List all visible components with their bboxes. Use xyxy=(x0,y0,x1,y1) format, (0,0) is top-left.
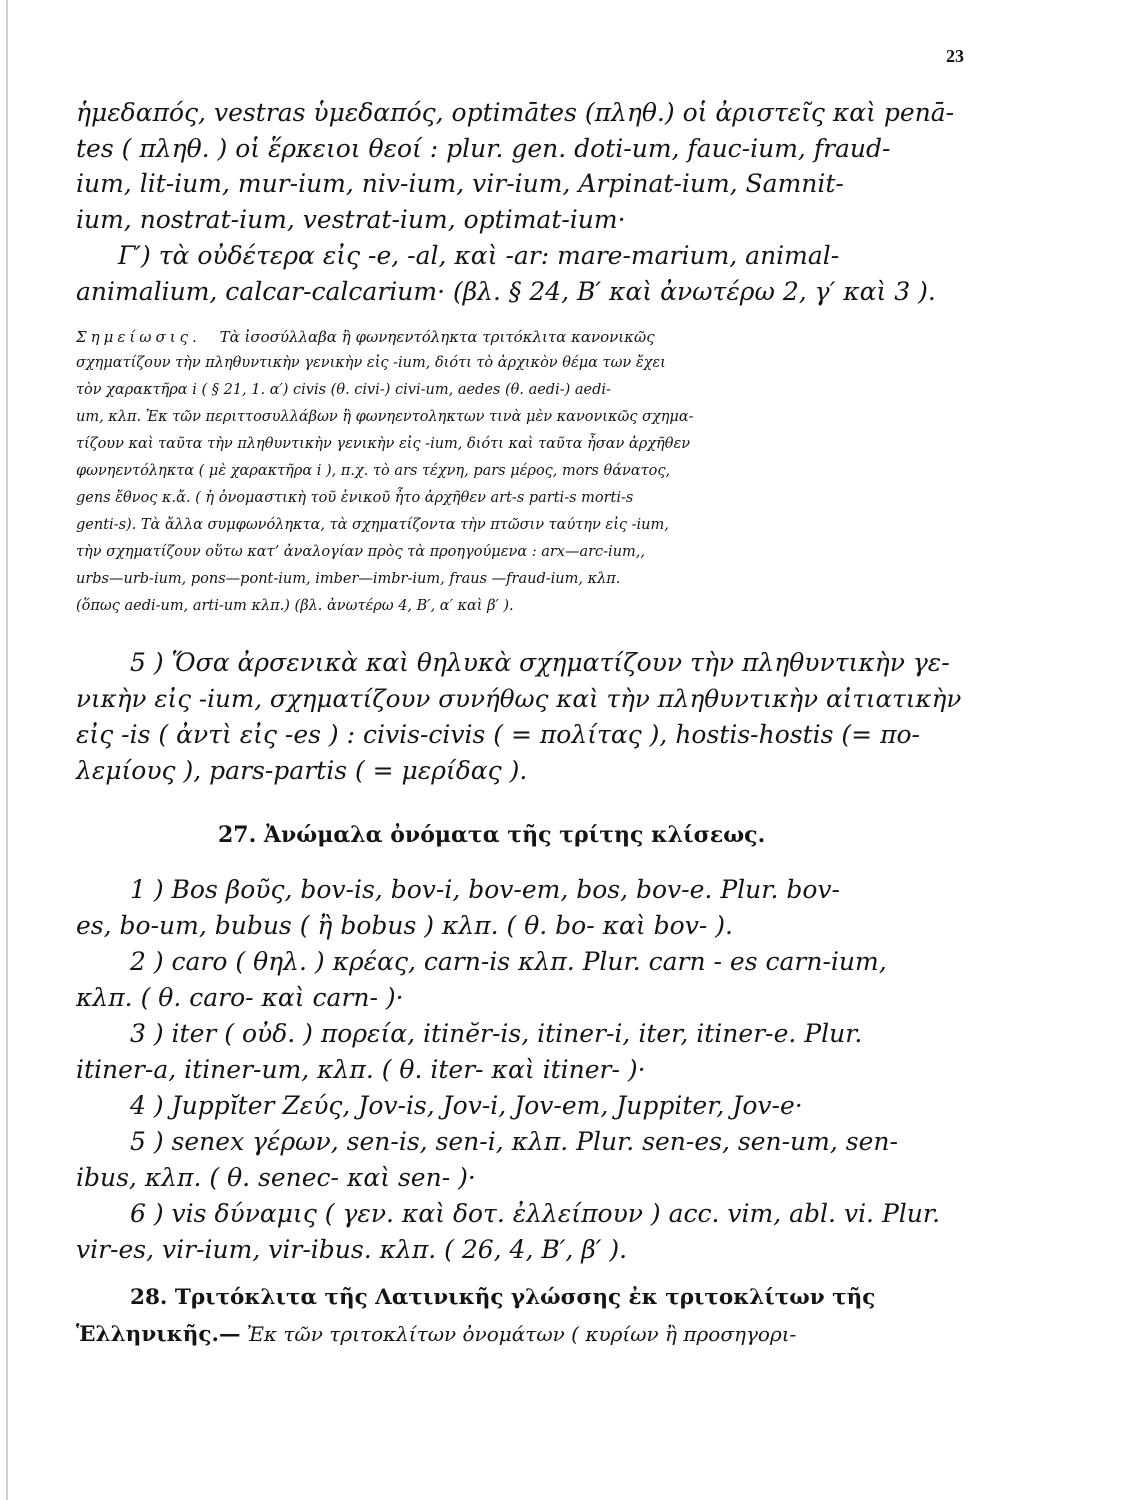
paragraph5-line-4: λεμίους ), pars-partis ( = μερίδας ). xyxy=(76,756,528,785)
section27-line-10: 6 ) vis δύναμις ( γεν. καὶ δοτ. ἐλλείπουν ) acc. vim, abl. vi. Plur. xyxy=(130,1199,941,1228)
section28-heading-bold-part: Ἑλληνικῆς.— xyxy=(76,1322,241,1347)
paragraph5-line-3: εἰς -is ( ἀντὶ εἰς -es ) : civis-civis ( = πολίτας ), hostis-hostis (= πο- xyxy=(76,720,920,749)
section27-line-5: 3 ) iter ( οὐδ. ) πορεία, itinĕr-is, itiner-i, iter, itiner-e. Plur. xyxy=(130,1019,863,1048)
section27-line-4: κλπ. ( θ. caro- καὶ carn- )· xyxy=(76,983,404,1012)
paragraph1-line-4: ium, nostrat-ium, vestrat-ium, optimat-ium· xyxy=(76,205,626,234)
scan-edge-shadow xyxy=(6,0,8,1500)
note-line-2: σχηματίζουν τὴν πληθυντικὴν γενικὴν εἰς -ium, διότι τὸ ἀρχικὸν θέμα των ἔχει xyxy=(76,355,666,371)
paragraph1-line-2: tes ( πληθ. ) οἱ ἕρκειοι θεοί : plur. gen. doti-um, fauc-ium, fraud- xyxy=(76,134,891,163)
section27-line-9: ibus, κλπ. ( θ. senec- καὶ sen- )· xyxy=(76,1163,476,1192)
note-line-7: gens ἔθνος κ.ἄ. ( ἡ ὀνομαστικὴ τοῦ ἑνικοῦ ἦτο ἀρχῆθεν art-s parti-s morti-s xyxy=(76,490,634,506)
note-line-6: φωνηεντόληκτα ( μὲ χαρακτῆρα i ), π.χ. τὸ ars τέχνη, pars μέρος, mors θάνατος, xyxy=(76,463,671,479)
note-line-1 xyxy=(76,328,655,346)
paragraph2-line-1: Γ′) τὰ οὐδέτερα εἰς -e, -al, καὶ -ar: mare-marium, animal- xyxy=(118,241,840,270)
paragraph1-line-1: ἡμεδαπός, vestras ὑμεδαπός, optimātes (πληθ.) οἱ ἀριστεῖς καὶ penā- xyxy=(76,98,955,127)
section27-line-7: 4 ) Juppĭter Ζεύς, Jov-is, Jov-i, Jov-em, Juppiter, Jov-e· xyxy=(130,1091,803,1120)
note-line-9: τὴν σχηματίζουν οὕτω κατ’ ἀναλογίαν πρὸς τὰ προηγούμενα : arx—arc-ium,, xyxy=(76,544,646,560)
section28-heading-line-1: 28. Τριτόκλιτα τῆς Λατινικῆς γλώσσης ἐκ τριτοκλίτων τῆς xyxy=(130,1285,876,1310)
section27-line-2: es, bo-um, bubus ( ἢ bobus ) κλπ. ( θ. bo- καὶ bov- ). xyxy=(76,911,733,940)
note-label: Σημείωσις. xyxy=(76,328,201,346)
section28-heading-line-2 xyxy=(76,1322,796,1347)
note-line-3: τὸν χαρακτῆρα i ( § 21, 1. α′) civis (θ. civi-) civi-um, aedes (θ. aedi-) aedi- xyxy=(76,382,611,398)
section27-line-11: vir-es, vir-ium, vir-ibus. κλπ. ( 26, 4, Β′, β′ ). xyxy=(76,1235,628,1264)
paragraph1-line-3: ium, lit-ium, mur-ium, niv-ium, vir-ium, Arpinat-ium, Samnit- xyxy=(76,169,844,198)
section27-line-6: itiner-a, itiner-um, κλπ. ( θ. iter- καὶ itiner- )· xyxy=(76,1055,646,1084)
note-first-line-text: Τὰ ἰσοσύλλαβα ἢ φωνηεντόληκτα τριτόκλιτα κανονικῶς xyxy=(219,328,655,346)
paragraph2-line-2: animalium, calcar-calcarium· (βλ. § 24, Β′ καὶ ἀνωτέρω 2, γ′ καὶ 3 ). xyxy=(76,277,936,306)
paragraph5-line-1: 5 ) Ὅσα ἀρσενικὰ καὶ θηλυκὰ σχηματίζουν τὴν πληθυντικὴν γε- xyxy=(130,648,950,677)
page-number: 23 xyxy=(946,46,964,66)
section28-heading-rest: Ἐκ τῶν τριτοκλίτων ὀνομάτων ( κυρίων ἢ προσηγορι- xyxy=(240,1322,797,1346)
note-line-4: um, κλπ. Ἐκ τῶν περιττοσυλλάβων ἢ φωνηεντοληκτων τινὰ μὲν κανονικῶς σχημα- xyxy=(76,409,694,425)
section27-line-8: 5 ) senex γέρων, sen-is, sen-i, κλπ. Plur. sen-es, sen-um, sen- xyxy=(130,1127,898,1156)
note-line-10: urbs—urb-ium, pons—pont-ium, imber—imbr-ium, fraus —fraud-ium, κλπ. xyxy=(76,571,621,587)
note-line-8: genti-s). Τὰ ἄλλα συμφωνόληκτα, τὰ σχηματίζοντα τὴν πτῶσιν ταύτην εἰς -ium, xyxy=(76,517,669,533)
note-line-5: τίζουν καὶ ταῦτα τὴν πληθυντικὴν γενικὴν εἰς -ium, διότι καὶ ταῦτα ἦσαν ἀρχῆθεν xyxy=(76,436,691,452)
section27-line-3: 2 ) caro ( θηλ. ) κρέας, carn-is κλπ. Plur. carn - es carn-ium, xyxy=(130,947,887,976)
section27-heading: 27. Ἀνώμαλα ὀνόματα τῆς τρίτης κλίσεως. xyxy=(218,822,766,848)
section27-line-1: 1 ) Bos βοῦς, bov-is, bov-i, bov-em, bos, bov-e. Plur. bov- xyxy=(130,875,840,904)
note-line-11: (ὅπως aedi-um, arti-um κλπ.) (βλ. ἀνωτέρω 4, Β′, α′ καὶ β′ ). xyxy=(76,598,514,614)
paragraph5-line-2: νικὴν εἰς -ium, σχηματίζουν συνήθως καὶ τὴν πληθυντικὴν αἰτιατικὴν xyxy=(76,684,962,713)
